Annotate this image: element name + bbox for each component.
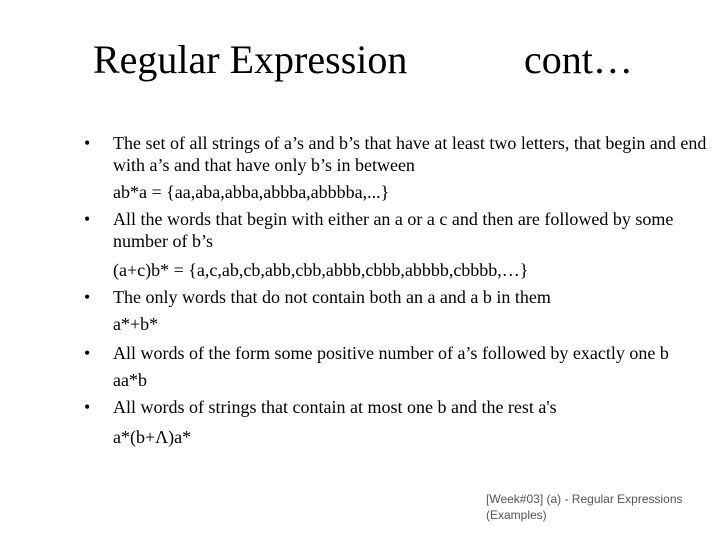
bullet-icon: • (84, 343, 91, 363)
slide-footer: [Week#03] (a) - Regular Expressions (Examples) (486, 492, 683, 522)
item-description: All the words that begin with either an a or a c and then are followed by some number of b’s (113, 209, 674, 251)
item-expression: a*+b* (113, 314, 159, 334)
bullet-icon: • (84, 397, 91, 417)
slide-title-continued: cont… (524, 37, 633, 82)
item-description: The set of all strings of a’s and b’s that have at least two letters, that begin and end with a’s and that have only b’s in between (113, 133, 707, 175)
item-expression: a*(b+Λ)a* (113, 427, 192, 447)
item-description: All words of the form some positive number of a’s followed by exactly one b (113, 343, 669, 363)
bullet-icon: • (84, 287, 91, 307)
item-expression: (a+c)b* = {a,c,ab,cb,abb,cbb,abbb,cbbb,abbbb,cbbbb,…} (113, 260, 529, 280)
bullet-icon: • (84, 209, 91, 229)
item-description: All words of strings that contain at most one b and the rest a's (113, 397, 557, 417)
item-description: The only words that do not contain both an a and a b in them (113, 287, 551, 307)
item-expression: aa*b (113, 370, 147, 390)
slide-title: Regular Expression (93, 37, 408, 82)
bullet-icon: • (84, 133, 91, 153)
item-expression: ab*a = {aa,aba,abba,abbba,abbbba,...} (113, 182, 390, 202)
